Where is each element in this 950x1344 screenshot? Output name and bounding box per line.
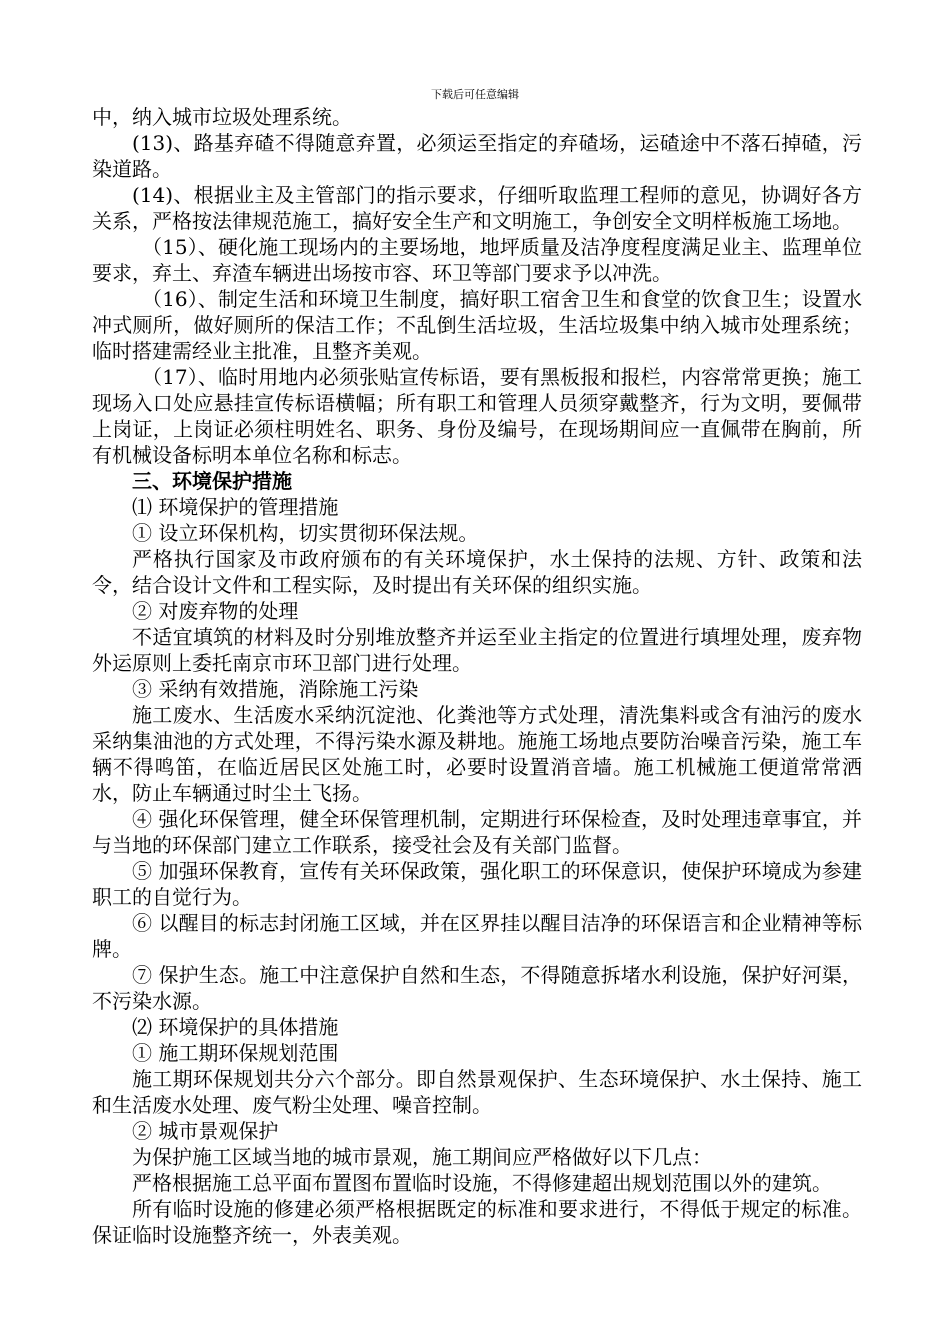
- document-body: [92, 104, 862, 1248]
- paragraph-body: 所有临时设施的修建必须严格根据既定的标准和要求进行，不得低于规定的标准。保证临时设施整齐统一，外表美观。: [92, 1197, 862, 1247]
- paragraph-item-17: （17）、临时用地内必须张贴宣传标语，要有黑板报和报栏，内容常常更换；施工现场入口处应悬挂宣传标语横幅；所有职工和管理人员须穿戴整齐，行为文明，要佩带上岗证，上岗证必须柱明姓名、职务、身份及编号，在现场期间应一直佩带在胸前，所有机械设备标明本单位名称和标志。: [92, 365, 862, 467]
- paragraph-item-15: （15）、硬化施工现场内的主要场地，地坪质量及洁净度程度满足业主、监理单位要求，弃土、弃渣车辆进出场按市容、环卫等部门要求予以冲洗。: [92, 235, 862, 285]
- paragraph-body: 严格根据施工总平面布置图布置临时设施，不得修建超出规划范围以外的建筑。: [132, 1171, 832, 1195]
- subsection-heading-management: ⑴ 环境保护的管理措施: [132, 495, 339, 519]
- paragraph-item-13: (13)、路基弃碴不得随意弃置，必须运至指定的弃碴场，运碴途中不落石掉碴，污染道路。: [92, 131, 862, 181]
- paragraph-body: 施工废水、生活废水采纳沉淀池、化粪池等方式处理，清洗集料或含有油污的废水采纳集油池的方式处理，不得污染水源及耕地。施施工场地点要防治噪音污染，施工车辆不得鸣笛，在临近居民区处施工时，必要时设置消音墙。施工机械施工便道常常洒水，防止车辆通过时尘土飞扬。: [92, 703, 862, 805]
- paragraph-body: 为保护施工区域当地的城市景观，施工期间应严格做好以下几点：: [132, 1145, 712, 1169]
- paragraph-continuation: 中，纳入城市垃圾处理系统。: [92, 105, 352, 129]
- paragraph-body: 施工期环保规划共分六个部分。即自然景观保护、生态环境保护、水土保持、施工和生活废水处理、废气粉尘处理、噪音控制。: [92, 1067, 862, 1117]
- section-heading: 三、环境保护措施: [132, 469, 292, 493]
- list-item-1: ① 设立环保机构，切实贯彻环保法规。: [132, 521, 479, 545]
- paragraph-body: 不适宜填筑的材料及时分别堆放整齐并运至业主指定的位置进行填埋处理，废弃物外运原则上委托南京市环卫部门进行处理。: [92, 625, 862, 675]
- list-item-4: ④ 强化环保管理，健全环保管理机制，定期进行环保检查，及时处理违章事宜，并与当地的环保部门建立工作联系，接受社会及有关部门监督。: [92, 807, 862, 857]
- list-item-3: ③ 采纳有效措施，消除施工污染: [132, 677, 419, 701]
- page-header: 下载后可任意编辑: [431, 88, 519, 101]
- paragraph-item-16: （16）、制定生活和环境卫生制度，搞好职工宿舍卫生和食堂的饮食卫生；设置水冲式厕所，做好厕所的保洁工作；不乱倒生活垃圾，生活垃圾集中纳入城市处理系统；临时搭建需经业主批准，且整齐美观。: [92, 287, 862, 363]
- paragraph-item-14: (14)、根据业主及主管部门的指示要求，仔细听取监理工程师的意见，协调好各方关系，严格按法律规范施工，搞好安全生产和文明施工，争创安全文明样板施工场地。: [92, 183, 862, 233]
- list-item-2: ② 对废弃物的处理: [132, 599, 299, 623]
- list-item-6: ⑥ 以醒目的标志封闭施工区域，并在区界挂以醒目洁净的环保语言和企业精神等标牌。: [92, 911, 862, 961]
- list-item-1: ① 施工期环保规划范围: [132, 1041, 339, 1065]
- list-item-2: ② 城市景观保护: [132, 1119, 279, 1143]
- list-item-5: ⑤ 加强环保教育，宣传有关环保政策，强化职工的环保意识，使保护环境成为参建职工的自觉行为。: [92, 859, 862, 909]
- paragraph-body: 严格执行国家及市政府颁布的有关环境保护，水土保持的法规、方针、政策和法令，结合设计文件和工程实际，及时提出有关环保的组织实施。: [92, 547, 862, 597]
- subsection-heading-specific: ⑵ 环境保护的具体措施: [132, 1015, 339, 1039]
- list-item-7: ⑦ 保护生态。施工中注意保护自然和生态，不得随意拆堵水利设施，保护好河渠，不污染水源。: [92, 963, 862, 1013]
